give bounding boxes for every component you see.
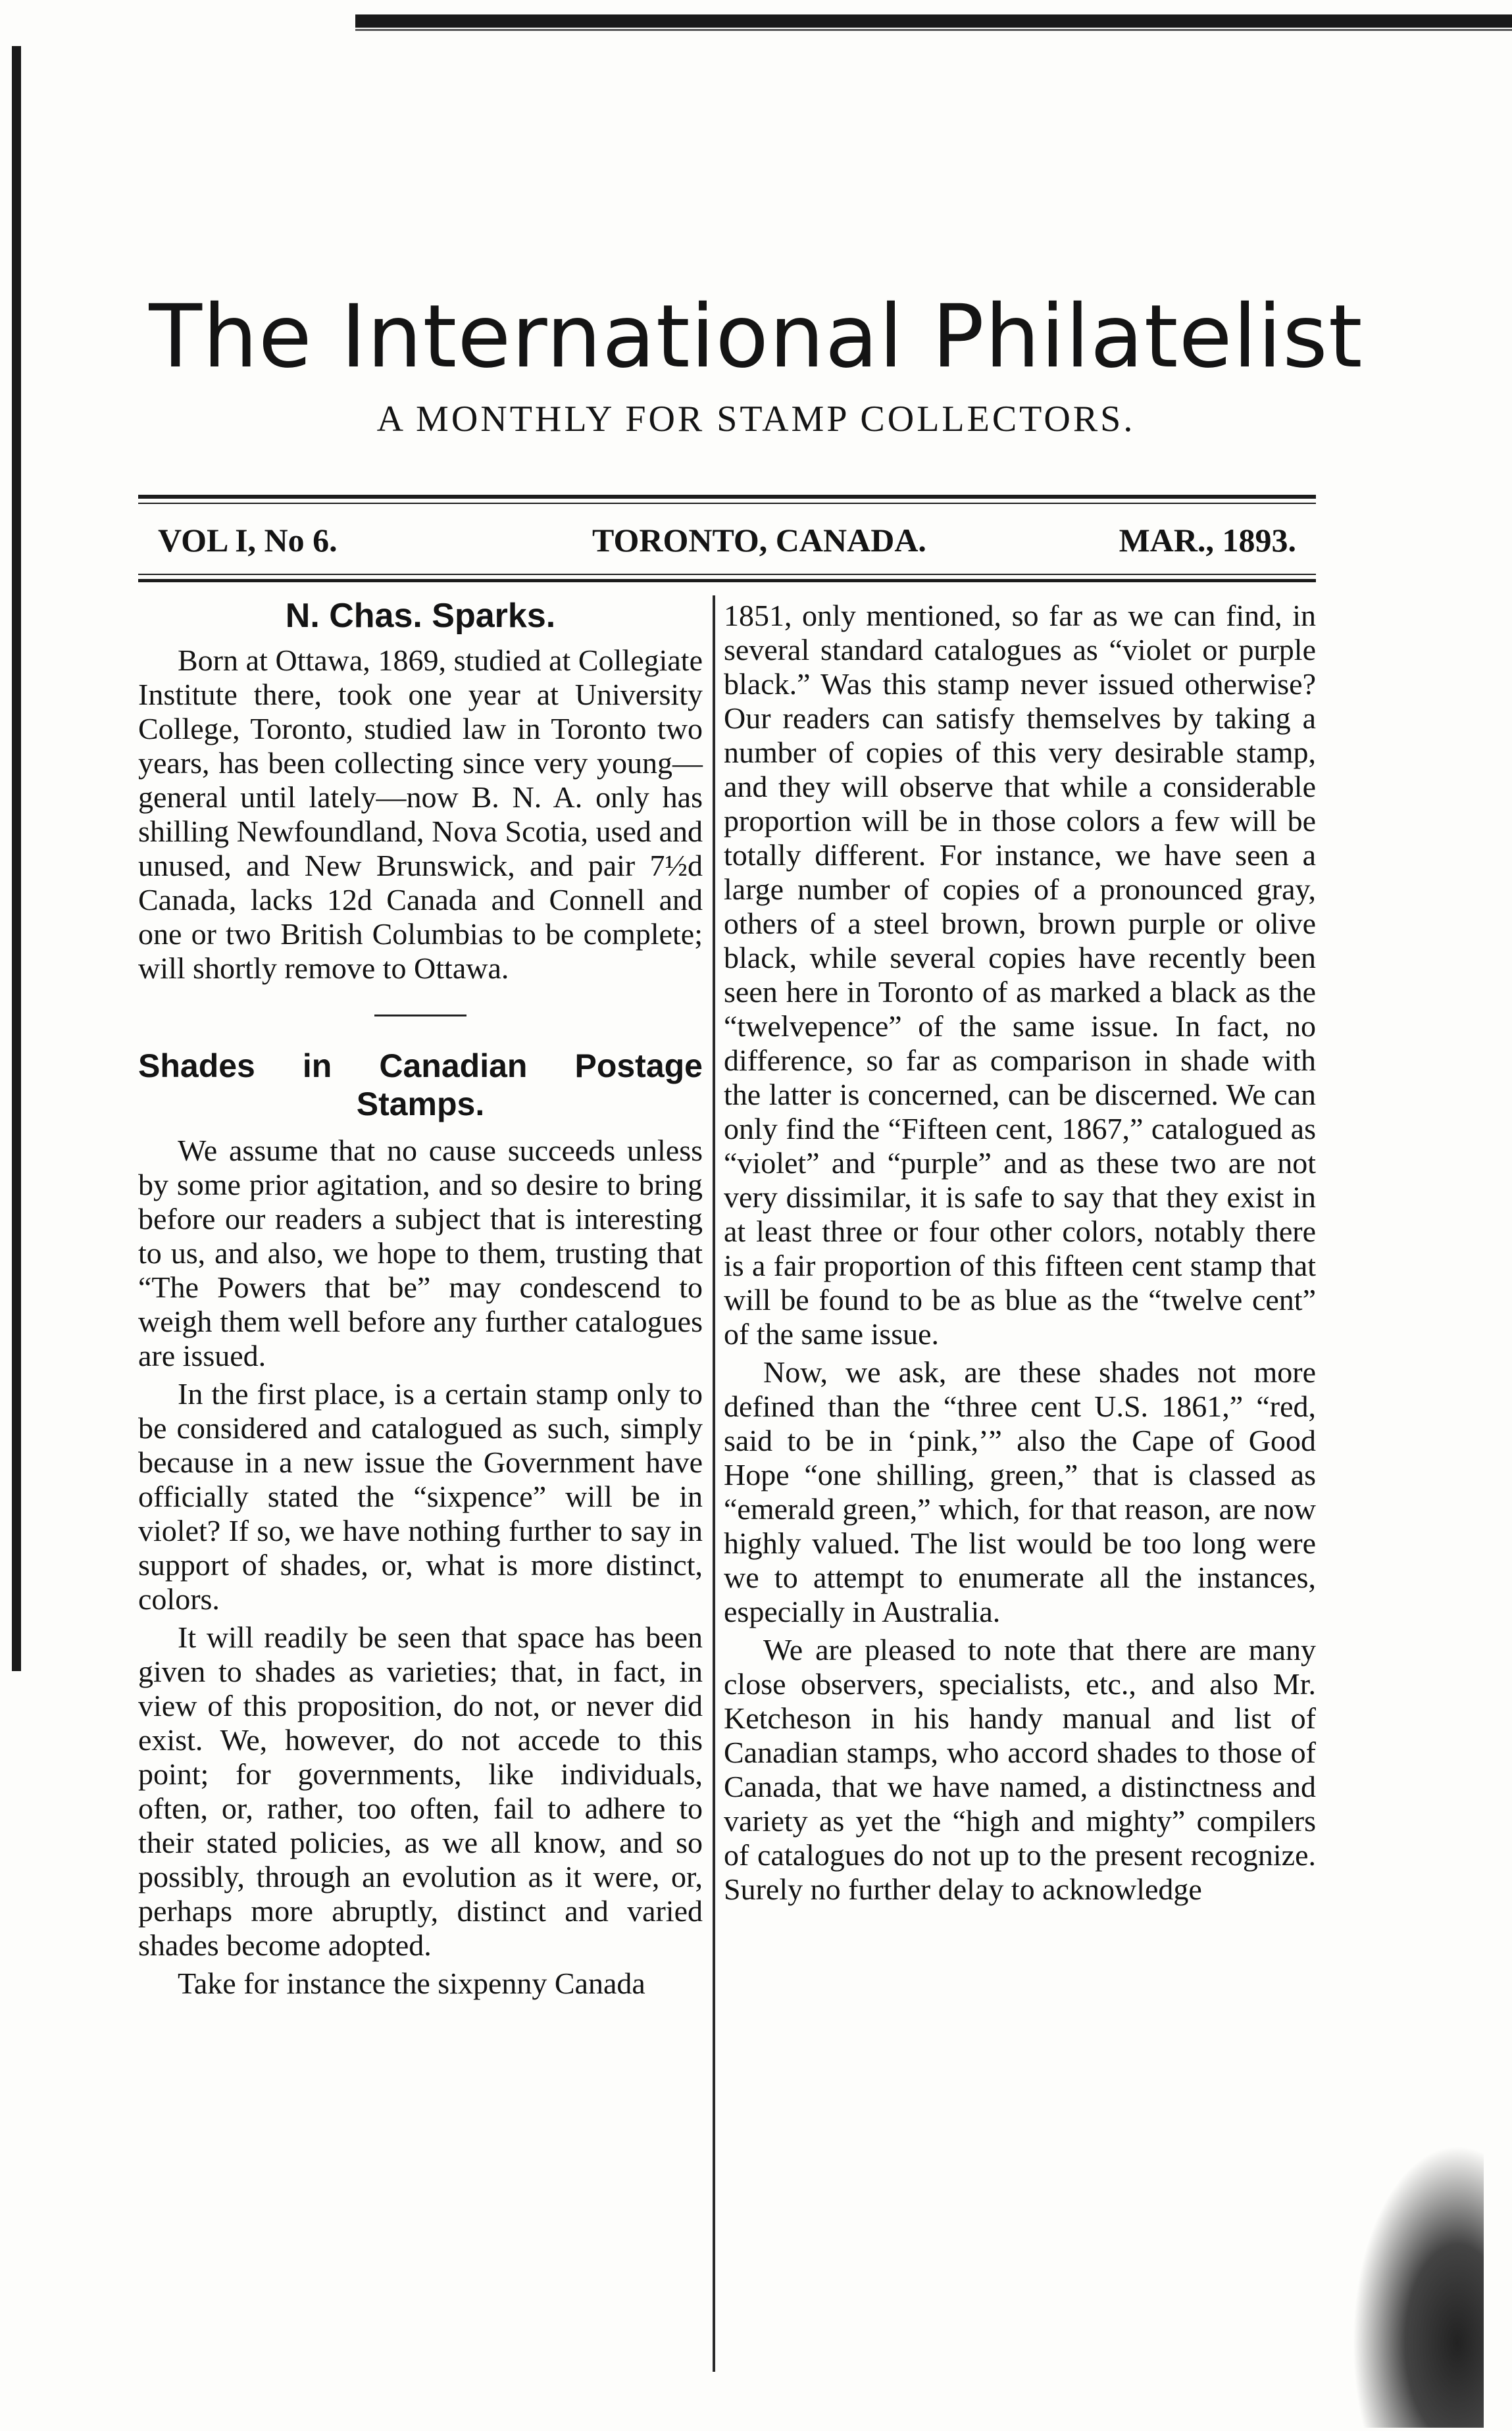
section-divider: [374, 1015, 466, 1016]
header-rule-thin: [138, 574, 1316, 575]
continued-paragraph: 1851, only mentioned, so far as we can find, in several standard catalogues as “violet or purple black.” Was this stamp never issued otherwise? Our readers can satisfy themselves by taking a number of copies of this very desirable stamp, and they will observe that while a considerable proportion will be in those colors a few will be totally different. For instance, we have seen a large number of copies of a pronounced gray, others of a steel brown, brown purple or olive black, while several copies have recently been seen here in Toronto of as marked a black as the “twelvepence” of the same issue. In fact, no difference, so far as comparison in shade with the latter is concerned, can be discerned. We can only find the “Fifteen cent, 1867,” catalogued as “violet” and “purple” and as these two are not very dissimilar, it is safe to say that they exist in at least three or four other colors, notably there is a fair proportion of this fifteen cent stamp that will be found to be as blue as the “twelve cent” of the same issue.: [724, 599, 1316, 1351]
masthead: [0, 286, 1512, 440]
shades-paragraph: Take for instance the sixpenny Canada: [178, 1967, 645, 2000]
right-paragraph: We are pleased to note that there are many close observers, specialists, etc., and also Mr. Ketcheson in his handy manual and list of Canadian stamps, who accord shades to those of Canada, that we have named, a distinctness and variety as yet the “high and mighty” compilers of catalogues do not up to the present recognize. Surely no further delay to acknowledge: [724, 1633, 1316, 1906]
publication-title: The International Philatelist: [149, 286, 1363, 388]
article-heading-sparks: N. Chas. Sparks.: [285, 597, 556, 635]
scan-smudge: [1352, 2145, 1484, 2428]
top-rule-thin: [138, 503, 1316, 504]
right-paragraph: Now, we ask, are these shades not more defined than the “three cent U.S. 1861,” “red, said to be in ‘pink,’” also the Cape of Good Hope “one shilling, green,” that is classed as “emerald green,” which, for that reason, are now highly valued. The list would be too long were we to attempt to enumerate all the instances, especially in Australia.: [724, 1355, 1316, 1628]
publication-place: TORONTO, CANADA.: [592, 522, 926, 559]
column-divider: [713, 595, 715, 2372]
shades-paragraph: In the first place, is a certain stamp only to be considered and catalogued as such, simply because in a new issue the Government have officially stated the “sixpence” will be in violet? If so, we have nothing further to say in support of shades, or, what is more distinct, colors.: [138, 1377, 703, 1616]
shades-paragraph: It will readily be seen that space has been given to shades as varieties; that, in fact, in view of this proposition, do not, or never did exist. We, however, do not accede to this point; for governments, like individuals, often, or, rather, too often, fail to adhere to their stated policies, as we all know, and so possibly, through an evolution as it were, or, perhaps more abruptly, distinct and varied shades become adopted.: [138, 1620, 703, 1962]
header-rule-thick: [138, 579, 1316, 582]
shades-paragraph: We assume that no cause succeeds unless by some prior agitation, and so desire to bring before our readers a subject that is interesting to us, and also, we hope to them, trusting that “The Powers that be” may condescend to weigh them well before any further catalogues are issued.: [138, 1134, 703, 1372]
right-column: [724, 599, 1316, 1911]
issue-info-bar: [138, 521, 1316, 574]
scan-edge-top-line: [355, 29, 1512, 31]
article-body-sparks: Born at Ottawa, 1869, studied at Collegiate Institute there, took one year at University College, Toronto, studied law in Toronto two years, has been collecting since very young—general until lately—now B. N. A. only has shilling Newfoundland, Nova Scotia, used and unused, and New Brunswick, and pair 7½d Canada, lacks 12d Canada and Connell and one or two British Columbias to be complete; will shortly remove to Ottawa.: [138, 643, 703, 985]
left-column: [138, 599, 703, 2005]
top-rule-thick: [138, 495, 1316, 499]
volume-number: VOL I, No 6.: [158, 522, 338, 559]
publication-subtitle: A MONTHLY FOR STAMP COLLECTORS.: [376, 399, 1136, 440]
issue-date: MAR., 1893.: [1119, 522, 1296, 559]
article-heading-shades: Shades in Canadian Postage Stamps.: [138, 1047, 703, 1122]
scan-edge-top: [355, 14, 1512, 28]
